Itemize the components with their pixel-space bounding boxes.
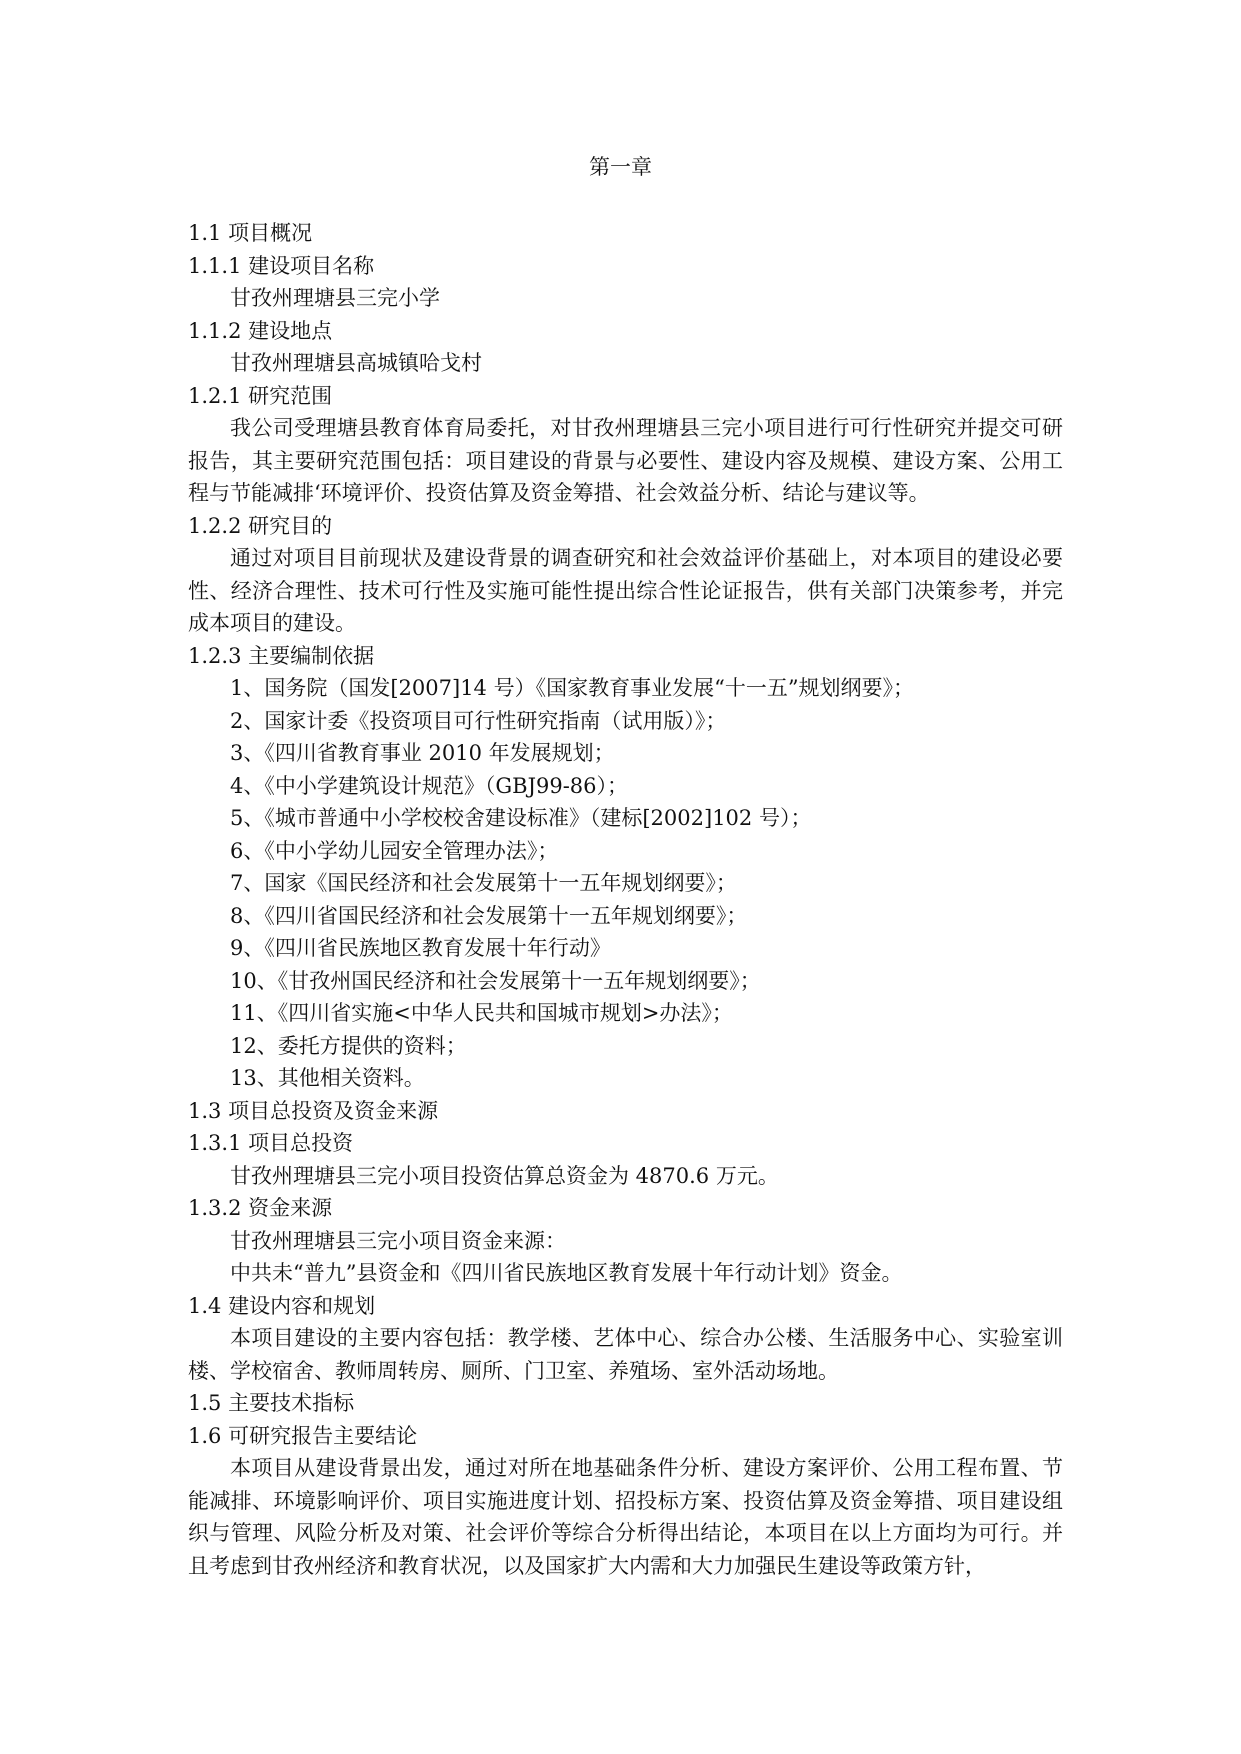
indented-line: 8、《四川省国民经济和社会发展第十一五年规划纲要》； [230,903,748,928]
section-heading: 1.3.2 资金来源 [188,1196,333,1220]
section-heading: 1.3.1 项目总投资 [188,1131,354,1155]
body-paragraph: 本项目从建设背景出发，通过对所在地基础条件分析、建设方案评价、公用工程布置、节能减排、环境影响评价、项目实施进度计划、招投标方案、投资估算及资金筹措、项目建设组织与管理、风险分析及对策、社会评价等综合分析得出结论，本项目在以上方面均为可行。并且考虑到甘孜州经济和教育状况，以及国家扩大内需和大力加强民生建设等政策方针， [188,1456,1063,1578]
section-heading: 1.3 项目总投资及资金来源 [188,1098,439,1123]
indented-line: 11、《四川省实施<中华人民共和国城市规划>办法》； [230,1001,733,1025]
body-paragraph: 本项目建设的主要内容包括：教学楼、艺体中心、综合办公楼、生活服务中心、实验室训楼、学校宿舍、教师周转房、厕所、门卫室、养殖场、室外活动场地。 [188,1326,1063,1383]
indented-line: 甘孜州理塘县三完小项目投资估算总资金为 4870.6 万元。 [230,1163,779,1188]
indented-line: 中共未“普九”县资金和《四川省民族地区教育发展十年行动计划》资金。 [230,1261,903,1285]
indented-line: 10、《甘孜州国民经济和社会发展第十一五年规划纲要》； [230,968,761,993]
indented-line: 2、国家计委《投资项目可行性研究指南（试用版）》； [230,708,727,733]
indented-line: 6、《中小学幼儿园安全管理办法》； [230,838,559,863]
indented-line: 12、委托方提供的资料； [230,1033,467,1058]
section-heading: 1.4 建设内容和规划 [188,1293,376,1318]
section-heading: 1.1.1 建设项目名称 [188,253,375,278]
chapter-title: 第一章 [589,155,652,179]
indented-line: 13、其他相关资料。 [230,1066,425,1090]
indented-line: 5、《城市普通中小学校校舍建设标准》（建标[2002]102 号）； [230,806,812,830]
indented-line: 3、《四川省教育事业 2010 年发展规划； [230,741,615,765]
body-paragraph: 通过对项目目前现状及建设背景的调查研究和社会效益评价基础上，对本项目的建设必要性、经济合理性、技术可行性及实施可能性提出综合性论证报告，供有关部门决策参考，并完成本项目的建设。 [188,546,1063,635]
section-heading: 1.1.2 建设地点 [188,318,333,343]
body-paragraph: 我公司受理塘县教育体育局委托，对甘孜州理塘县三完小项目进行可行性研究并提交可研报告，其主要研究范围包括：项目建设的背景与必要性、建设内容及规模、建设方案、公用工程与节能减排‘环境评价、投资估算及资金筹措、社会效益分析、结论与建议等。 [188,416,1063,505]
section-heading: 1.5 主要技术指标 [188,1391,355,1415]
indented-line: 9、《四川省民族地区教育发展十年行动》 [230,936,611,960]
section-heading: 1.1 项目概况 [188,221,313,245]
section-heading: 1.2.1 研究范围 [188,383,333,408]
indented-line: 甘孜州理塘县三完小项目资金来源： [230,1228,566,1253]
section-heading: 1.2.2 研究目的 [188,513,333,538]
indented-line: 1、国务院（国发[2007]14 号）《国家教育事业发展“十一五”规划纲要》； [230,676,915,700]
document-body [188,217,1063,1582]
section-heading: 1.6 可研究报告主要结论 [188,1423,418,1448]
indented-line: 4、《中小学建筑设计规范》（GBJ99-86）； [230,773,629,798]
indented-line: 甘孜州理塘县高城镇哈戈村 [230,351,482,375]
section-heading: 1.2.3 主要编制依据 [188,643,375,668]
indented-line: 甘孜州理塘县三完小学 [230,286,440,310]
indented-line: 7、国家《国民经济和社会发展第十一五年规划纲要》； [230,871,737,895]
